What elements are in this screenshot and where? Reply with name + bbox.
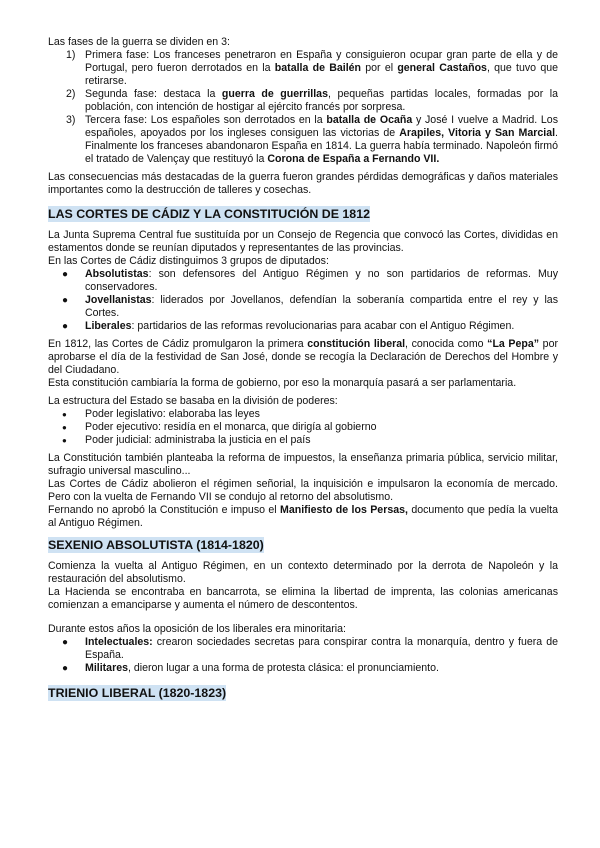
fase-text: y José I vuelve a Madrid. Los españoles, apoyados por los ingleses consiguen las victorias de: [85, 114, 558, 139]
bullet-icon: ●: [62, 663, 69, 674]
list-item: [48, 268, 558, 294]
poder-text: Poder judicial: administraba la justicia en el país: [85, 434, 311, 446]
fase-bold: Corona de España a Fernando VII.: [267, 153, 440, 165]
hacienda-paragraph: La Hacienda se encontraba en bancarrota, se elimina la libertad de imprenta, las colonias americanas comienzan a emanciparse y aumenta el número de descontentos.: [48, 586, 558, 611]
fase-number: 1): [66, 49, 76, 61]
bullet-icon: ●: [62, 410, 67, 419]
list-item: [48, 421, 558, 434]
bullet-icon: ●: [62, 423, 67, 432]
oposicion-list: [48, 636, 558, 675]
group-name: Liberales: [85, 320, 132, 332]
fases-list: [48, 49, 558, 166]
fernando-paragraph: [48, 504, 558, 530]
fase-bold: batalla de Bailén: [274, 62, 362, 74]
text: documento que pedía la vuelta al Antiguo Régimen.: [48, 504, 558, 529]
group-name: Absolutistas: [85, 268, 149, 280]
reforma-paragraph: La Constitución también planteaba la reforma de impuestos, la enseñanza primaria pública, servicio militar, sufragio universal masculino...: [48, 452, 558, 477]
fase-text: Segunda fase: destaca la: [85, 88, 222, 100]
fase-bold: Arapiles, Vitoria y San Marcial: [399, 127, 556, 139]
group-desc: , dieron lugar a una forma de protesta clásica: el pronunciamiento.: [127, 662, 439, 674]
fase-item: [48, 114, 558, 166]
text: Fernando no aprobó la Constitución e impuso el: [48, 504, 281, 516]
heading-text: SEXENIO ABSOLUTISTA (1814-1820): [48, 538, 264, 552]
comienza-paragraph: Comienza la vuelta al Antiguo Régimen, en un contexto determinado por la derrota de Napoleón y la restauración del absolutismo.: [48, 560, 558, 585]
abolieron-paragraph: Las Cortes de Cádiz abolieron el régimen señorial, la inquisición e impulsaron la economía de mercado. Pero con la vuelta de Fernando VII se condujo al retorno del absolutismo.: [48, 478, 558, 503]
fases-intro: Las fases de la guerra se dividen en 3:: [48, 36, 230, 48]
section-heading-trienio: [48, 685, 558, 701]
fase-text: , pequeñas partidas locales, formadas por la población, con intención de hostigar al ejército francés por sorpresa.: [85, 88, 558, 113]
constitucion-paragraph: [48, 338, 558, 377]
fase-text: Primera fase: Los franceses penetraron en España y consiguieron ocupar gran parte de ella y de Portugal, pero fueron derrotados en la: [85, 49, 558, 74]
heading-text: LAS CORTES DE CÁDIZ Y LA CONSTITUCIÓN DE 1812: [48, 207, 370, 221]
section-heading-cortes: [48, 206, 558, 222]
oposicion-intro: Durante estos años la oposición de los liberales era minoritaria:: [48, 623, 346, 635]
text: En 1812, las Cortes de Cádiz promulgaron la primera: [48, 338, 308, 350]
group-name: Jovellanistas: [85, 294, 152, 306]
group-desc: : son defensores del Antiguo Régimen y no son partidarios de reformas. Muy conservadores.: [85, 268, 558, 293]
heading-text: TRIENIO LIBERAL (1820-1823): [48, 686, 227, 700]
grupos-list: [48, 268, 558, 333]
group-name: Militares: [85, 662, 128, 674]
fase-text: por el: [361, 62, 398, 74]
fase-text: Tercera fase: Los españoles son derrotados en la: [85, 114, 327, 126]
fase-number: 2): [66, 88, 76, 100]
fase-text: , que tuvo que retirarse.: [85, 62, 558, 87]
junta-paragraph: La Junta Suprema Central fue sustituída por un Consejo de Regencia que convocó las Cortes, divididas en estamentos donde se reunían diputados y representantes de las provincias.: [48, 229, 558, 254]
list-item: [48, 636, 558, 662]
poder-text: Poder ejecutivo: residía en el monarca, que dirigía al gobierno: [85, 421, 377, 433]
list-item: [48, 662, 558, 675]
bullet-icon: ●: [62, 269, 69, 280]
poder-text: Poder legislativo: elaboraba las leyes: [85, 408, 260, 420]
group-desc: : liderados por Jovellanos, defendían la soberanía compartida entre el rey y las Cortes.: [85, 294, 558, 319]
group-desc: : partidarios de las reformas revolucionarias para acabar con el Antiguo Régimen.: [131, 320, 515, 332]
fase-text: . Finalmente los franceses abandonaron España en 1814. La guerra había terminado. Napoleón firmó el tratado de Valençay que restituyó la: [85, 127, 558, 165]
fase-item: [48, 49, 558, 88]
list-item: [48, 408, 558, 421]
list-item: [48, 434, 558, 447]
list-item: [48, 294, 558, 320]
fase-bold: guerra de guerrillas: [221, 88, 328, 100]
document-page: [48, 36, 558, 701]
bold-text: constitución liberal: [307, 338, 406, 350]
bullet-icon: ●: [62, 321, 69, 332]
grupos-intro: En las Cortes de Cádiz distinguimos 3 grupos de diputados:: [48, 255, 329, 267]
bold-text: Manifiesto de los Persas,: [280, 504, 408, 516]
group-desc: crearon sociedades secretas para conspirar contra la monarquía, dentro y fuera de España.: [85, 636, 558, 661]
bullet-icon: ●: [62, 295, 69, 306]
fase-bold: batalla de Ocaña: [326, 114, 413, 126]
poderes-list: [48, 408, 558, 447]
text: , conocida como: [405, 338, 488, 350]
fase-bold: general Castaños: [397, 62, 487, 74]
section-heading-sexenio: [48, 537, 558, 553]
cambiaria-paragraph: Esta constitución cambiaría la forma de gobierno, por eso la monarquía pasará a ser parlamentaria.: [48, 377, 517, 389]
list-item: [48, 320, 558, 333]
text: por aprobarse el día de la festividad de San José, donde se recogía la Declaración de Derechos del Hombre y del Ciudadano.: [48, 338, 558, 376]
consecuencias-paragraph: Las consecuencias más destacadas de la guerra fueron grandes pérdidas demográficas y daños materiales importantes como la destrucción de talleres y cosechas.: [48, 171, 558, 196]
bold-text: “La Pepa”: [487, 338, 540, 350]
bullet-icon: ●: [62, 436, 67, 445]
bullet-icon: ●: [62, 637, 69, 648]
fase-number: 3): [66, 114, 76, 126]
fase-item: [48, 88, 558, 114]
group-name: Intelectuales:: [85, 636, 153, 648]
poderes-intro: La estructura del Estado se basaba en la división de poderes:: [48, 395, 338, 407]
